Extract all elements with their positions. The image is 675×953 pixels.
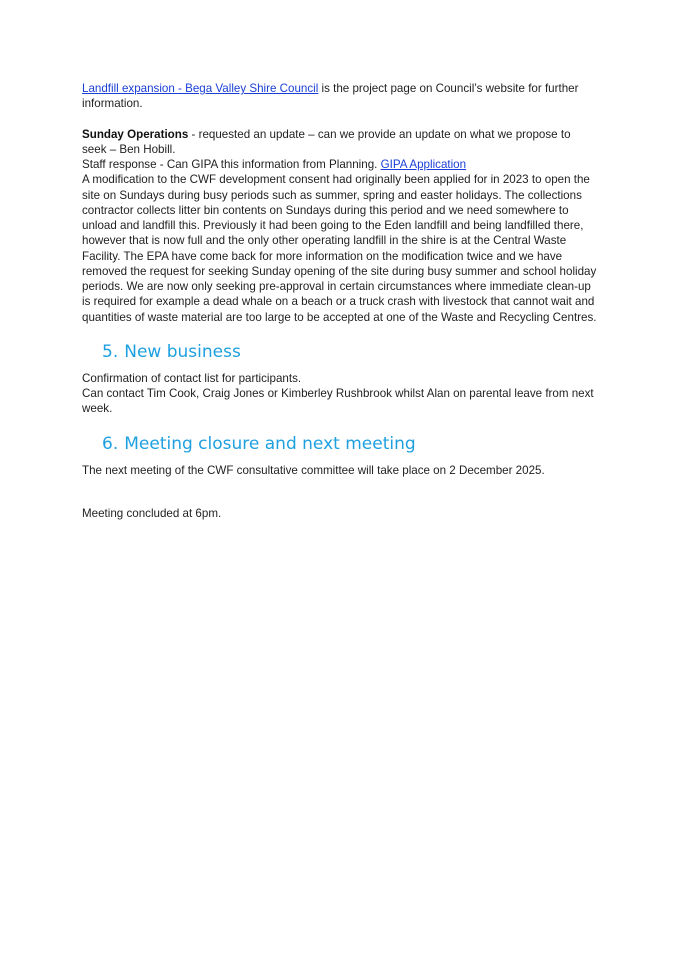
- section-5-title: New business: [124, 341, 241, 362]
- sunday-question: - requested an update – can we provide an update on what we propose to seek – Ben Hobill.: [82, 127, 571, 156]
- intro-text: is the project page on Council’s website for further information.: [82, 82, 579, 111]
- gipa-application-link[interactable]: GIPA Application: [380, 158, 467, 171]
- section-6-number: 6.: [102, 433, 119, 454]
- section-5-number: 5.: [102, 341, 119, 362]
- staff-response-text: Staff response - Can GIPA this information from Planning.: [82, 158, 381, 171]
- next-meeting-line: The next meeting of the CWF consultative committee will take place on 2 December 2025.: [82, 463, 545, 477]
- contact-list-line: Confirmation of contact list for participants.: [82, 371, 302, 385]
- contact-people-line: Can contact Tim Cook, Craig Jones or Kimberley Rushbrook whilst Alan on parental leave from next week.: [82, 387, 594, 416]
- section-5-heading: [102, 341, 597, 363]
- document-page: [82, 81, 597, 521]
- section-6-title: Meeting closure and next meeting: [124, 433, 416, 454]
- intro-paragraph: [82, 81, 597, 112]
- section-6-heading: [102, 433, 597, 455]
- sunday-body-paragraph: A modification to the CWF development consent had originally been applied for in 2023 to open the site on Sundays during busy periods such as summer, spring and easter holidays. The collections contractor collects litter bin contents on Sundays during this period and we need somewhere to unload and landfill this. Previously it had been going to the Eden landfill and being landfilled there, however that is now full and the only other operating landfill in the shire is at the Central Waste Facility. The EPA have come back for more information on the modification twice and we have removed the request for seeking Sunday opening of the site during busy summer and school holiday periods. We are now only seeking pre-approval in certain circumstances where immediate clean-up is required for example a dead whale on a beach or a truck crash with livestock that cannot wait and quantities of waste material are too large to be accepted at one of the Waste and Recycling Centres.: [82, 173, 597, 324]
- sunday-operations-heading: Sunday Operations: [82, 127, 189, 141]
- sunday-operations-paragraph: [82, 127, 597, 158]
- landfill-expansion-link[interactable]: Landfill expansion - Bega Valley Shire Council: [82, 82, 319, 95]
- meeting-concluded-line: Meeting concluded at 6pm.: [82, 506, 222, 520]
- staff-response-paragraph: [82, 157, 597, 172]
